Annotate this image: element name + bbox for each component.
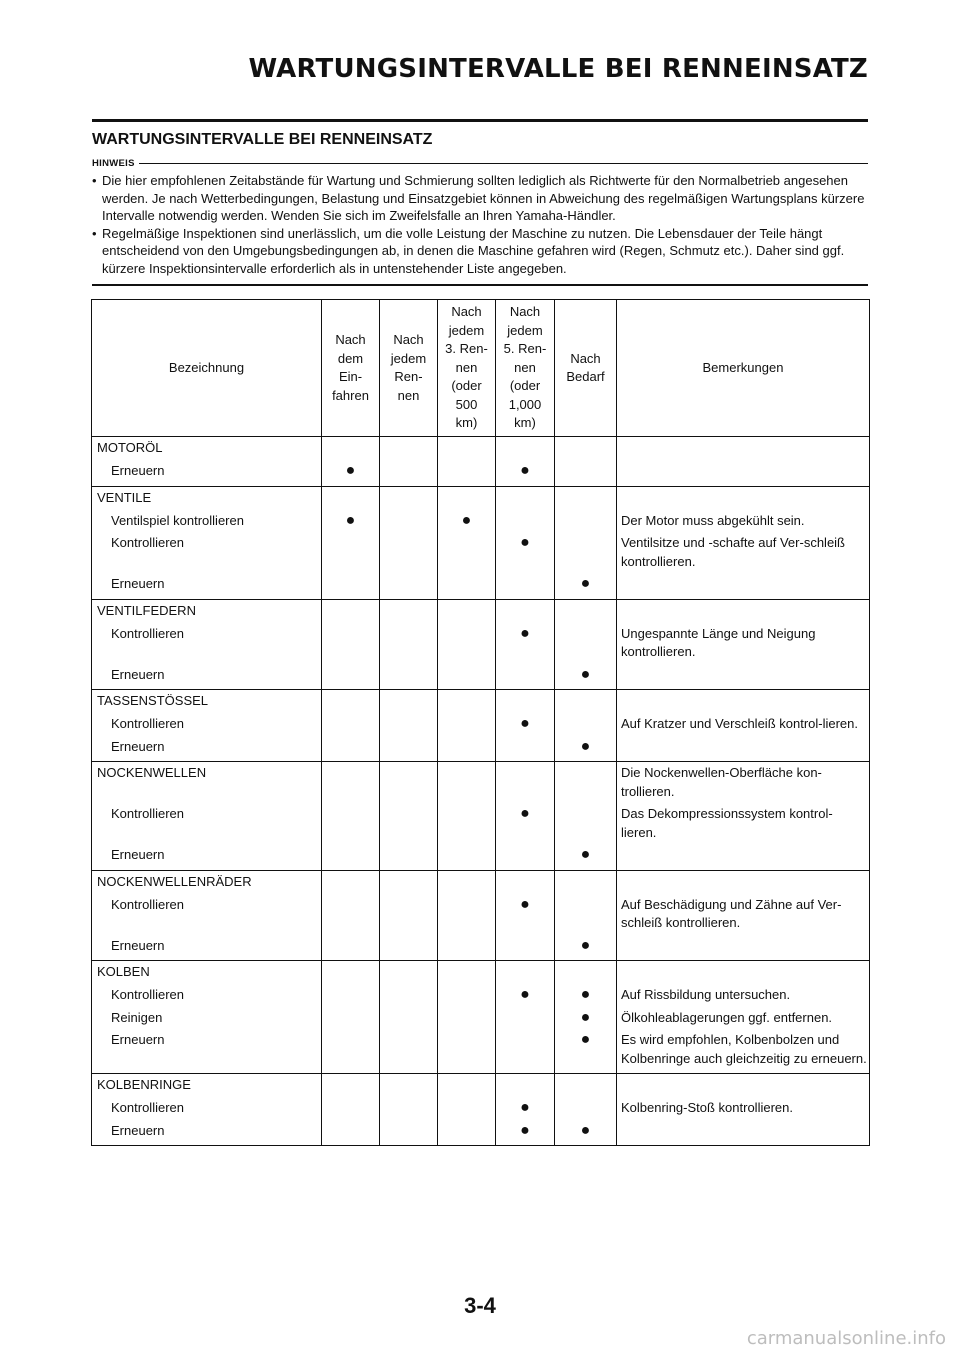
group-remark <box>617 690 870 714</box>
item-remark <box>617 664 870 690</box>
group-remark <box>617 1074 870 1098</box>
item-remark <box>617 1120 870 1146</box>
note-divider <box>139 163 868 164</box>
item-label: Erneuern <box>92 460 322 486</box>
item-label: Kontrollieren <box>92 984 322 1007</box>
empty-cell <box>496 573 555 599</box>
empty-cell <box>555 870 617 894</box>
empty-cell <box>322 762 380 804</box>
empty-cell <box>555 599 617 623</box>
item-label: Reinigen <box>92 1007 322 1030</box>
empty-cell <box>380 984 438 1007</box>
item-label: Erneuern <box>92 844 322 870</box>
table-row <box>92 664 870 690</box>
empty-cell <box>555 1074 617 1098</box>
column-header <box>322 300 380 437</box>
group-remark <box>617 599 870 623</box>
group-header-row <box>92 599 870 623</box>
empty-cell <box>496 844 555 870</box>
interval-dot-mark: ● <box>555 1120 617 1146</box>
empty-cell <box>438 1120 496 1146</box>
empty-cell <box>496 690 555 714</box>
empty-cell <box>380 437 438 461</box>
empty-cell <box>438 664 496 690</box>
empty-cell <box>555 460 617 486</box>
table-group <box>92 961 870 1074</box>
item-label: Kontrollieren <box>92 623 322 664</box>
empty-cell <box>438 762 496 804</box>
item-remark: Der Motor muss abgekühlt sein. <box>617 510 870 533</box>
interval-dot-mark: ● <box>555 1029 617 1074</box>
column-header-label: Nach jedem 3. Ren- nen (oder 500 km) <box>445 304 488 431</box>
empty-cell <box>322 1120 380 1146</box>
empty-cell <box>438 486 496 510</box>
table-row <box>92 736 870 762</box>
empty-cell <box>380 961 438 985</box>
empty-cell <box>322 532 380 573</box>
empty-cell <box>322 1029 380 1074</box>
watermark: carmanualsonline.info <box>746 1328 946 1349</box>
table-header-row <box>92 300 870 437</box>
group-name: TASSENSTÖSSEL <box>92 690 322 714</box>
empty-cell <box>438 844 496 870</box>
interval-dot-mark: ● <box>496 1120 555 1146</box>
empty-cell <box>555 690 617 714</box>
empty-cell <box>438 437 496 461</box>
group-header-row <box>92 961 870 985</box>
interval-dot-mark: ● <box>496 984 555 1007</box>
interval-dot-mark: ● <box>496 894 555 935</box>
header-rule <box>92 119 868 122</box>
group-remark <box>617 961 870 985</box>
table-row <box>92 935 870 961</box>
item-remark: Auf Beschädigung und Zähne auf Ver-schleiß kontrollieren. <box>617 894 870 935</box>
empty-cell <box>438 599 496 623</box>
item-label: Kontrollieren <box>92 532 322 573</box>
empty-cell <box>322 623 380 664</box>
empty-cell <box>496 664 555 690</box>
page-number: 3-4 <box>464 1293 496 1318</box>
empty-cell <box>380 1007 438 1030</box>
empty-cell <box>555 532 617 573</box>
column-header-label: Nach Bedarf <box>566 350 605 384</box>
interval-dot-mark: ● <box>496 460 555 486</box>
item-label: Erneuern <box>92 573 322 599</box>
column-header <box>92 300 322 437</box>
item-remark <box>617 844 870 870</box>
empty-cell <box>322 690 380 714</box>
item-label: Kontrollieren <box>92 803 322 844</box>
column-header-label: Bemerkungen <box>702 359 784 375</box>
empty-cell <box>438 984 496 1007</box>
table-row <box>92 623 870 664</box>
empty-cell <box>380 599 438 623</box>
empty-cell <box>438 1074 496 1098</box>
table-group <box>92 762 870 871</box>
group-name: NOCKENWELLEN <box>92 762 322 804</box>
empty-cell <box>555 510 617 533</box>
interval-dot-mark: ● <box>496 1097 555 1120</box>
empty-cell <box>380 532 438 573</box>
table-row <box>92 1007 870 1030</box>
empty-cell <box>380 460 438 486</box>
table-row <box>92 844 870 870</box>
item-remark <box>617 573 870 599</box>
empty-cell <box>496 599 555 623</box>
item-remark: Ungespannte Länge und Neigung kontrollieren. <box>617 623 870 664</box>
table-group <box>92 1074 870 1146</box>
empty-cell <box>322 1074 380 1098</box>
group-name: KOLBENRINGE <box>92 1074 322 1098</box>
empty-cell <box>496 1074 555 1098</box>
item-label: Erneuern <box>92 1029 322 1074</box>
maintenance-schedule-table <box>91 299 870 1146</box>
empty-cell <box>322 1097 380 1120</box>
empty-cell <box>380 664 438 690</box>
empty-cell <box>438 573 496 599</box>
empty-cell <box>322 894 380 935</box>
empty-cell <box>438 870 496 894</box>
empty-cell <box>322 664 380 690</box>
empty-cell <box>322 803 380 844</box>
column-header <box>617 300 870 437</box>
interval-dot-mark: ● <box>322 460 380 486</box>
column-header-label: Bezeichnung <box>168 359 245 375</box>
column-header <box>380 300 438 437</box>
column-header <box>555 300 617 437</box>
empty-cell <box>380 736 438 762</box>
table-row <box>92 984 870 1007</box>
empty-cell <box>496 870 555 894</box>
group-remark <box>617 486 870 510</box>
table-group <box>92 486 870 599</box>
group-header-row <box>92 690 870 714</box>
empty-cell <box>322 935 380 961</box>
section-title: WARTUNGSINTERVALLE BEI RENNEINSATZ <box>92 131 433 148</box>
item-remark: Ölkohleablagerungen ggf. entfernen. <box>617 1007 870 1030</box>
empty-cell <box>438 690 496 714</box>
item-remark: Es wird empfohlen, Kolbenbolzen und Kolbenringe auch gleichzeitig zu erneuern. <box>617 1029 870 1074</box>
group-remark <box>617 870 870 894</box>
column-header-label: Nach dem Ein- fahren <box>332 332 369 403</box>
empty-cell <box>555 961 617 985</box>
group-header-row <box>92 486 870 510</box>
table-row <box>92 573 870 599</box>
column-header <box>496 300 555 437</box>
group-name: VENTILFEDERN <box>92 599 322 623</box>
item-remark: Das Dekompressionssystem kontrol-lieren. <box>617 803 870 844</box>
interval-dot-mark: ● <box>438 510 496 533</box>
empty-cell <box>438 532 496 573</box>
item-label: Erneuern <box>92 736 322 762</box>
interval-dot-mark: ● <box>555 736 617 762</box>
interval-dot-mark: ● <box>555 1007 617 1030</box>
item-label: Ventilspiel kontrollieren <box>92 510 322 533</box>
empty-cell <box>380 623 438 664</box>
empty-cell <box>380 1097 438 1120</box>
table-row <box>92 460 870 486</box>
table-group <box>92 870 870 961</box>
empty-cell <box>322 437 380 461</box>
table-row <box>92 713 870 736</box>
empty-cell <box>496 762 555 804</box>
interval-dot-mark: ● <box>322 510 380 533</box>
table-group <box>92 437 870 487</box>
group-header-row <box>92 870 870 894</box>
item-remark: Kolbenring-Stoß kontrollieren. <box>617 1097 870 1120</box>
empty-cell <box>555 762 617 804</box>
column-header-label: Nach jedem 5. Ren- nen (oder 1,000 km) <box>503 304 547 431</box>
empty-cell <box>322 599 380 623</box>
empty-cell <box>438 1097 496 1120</box>
empty-cell <box>555 713 617 736</box>
empty-cell <box>380 803 438 844</box>
empty-cell <box>322 486 380 510</box>
table-row <box>92 532 870 573</box>
empty-cell <box>496 736 555 762</box>
empty-cell <box>322 844 380 870</box>
item-label: Erneuern <box>92 1120 322 1146</box>
empty-cell <box>438 713 496 736</box>
table-row <box>92 1097 870 1120</box>
note-list <box>92 172 868 277</box>
column-header <box>438 300 496 437</box>
item-remark <box>617 736 870 762</box>
empty-cell <box>380 762 438 804</box>
empty-cell <box>380 935 438 961</box>
empty-cell <box>438 961 496 985</box>
table-group <box>92 599 870 690</box>
empty-cell <box>380 510 438 533</box>
group-remark: Die Nockenwellen-Oberfläche kon-trollieren. <box>617 762 870 804</box>
item-remark <box>617 460 870 486</box>
group-header-row <box>92 762 870 804</box>
empty-cell <box>555 1097 617 1120</box>
item-label: Kontrollieren <box>92 894 322 935</box>
empty-cell <box>438 460 496 486</box>
column-header-label: Nach jedem Ren- nen <box>390 332 427 403</box>
interval-dot-mark: ● <box>555 984 617 1007</box>
empty-cell <box>496 437 555 461</box>
interval-dot-mark: ● <box>496 803 555 844</box>
empty-cell <box>496 935 555 961</box>
empty-cell <box>496 961 555 985</box>
item-remark: Auf Kratzer und Verschleiß kontrol-lieren. <box>617 713 870 736</box>
empty-cell <box>438 1029 496 1074</box>
empty-cell <box>322 1007 380 1030</box>
group-name: KOLBEN <box>92 961 322 985</box>
empty-cell <box>380 1029 438 1074</box>
interval-dot-mark: ● <box>555 935 617 961</box>
item-remark: Auf Rissbildung untersuchen. <box>617 984 870 1007</box>
interval-dot-mark: ● <box>496 713 555 736</box>
empty-cell <box>555 623 617 664</box>
group-header-row <box>92 437 870 461</box>
table-row <box>92 510 870 533</box>
interval-dot-mark: ● <box>496 623 555 664</box>
empty-cell <box>438 935 496 961</box>
interval-dot-mark: ● <box>496 532 555 573</box>
empty-cell <box>380 486 438 510</box>
table-row <box>92 1029 870 1074</box>
interval-dot-mark: ● <box>555 664 617 690</box>
empty-cell <box>555 894 617 935</box>
item-label: Kontrollieren <box>92 1097 322 1120</box>
empty-cell <box>322 984 380 1007</box>
empty-cell <box>322 713 380 736</box>
empty-cell <box>380 573 438 599</box>
table-row <box>92 1120 870 1146</box>
note-end-rule <box>92 284 868 286</box>
interval-dot-mark: ● <box>555 573 617 599</box>
empty-cell <box>380 713 438 736</box>
group-remark <box>617 437 870 461</box>
empty-cell <box>496 510 555 533</box>
item-label: Kontrollieren <box>92 713 322 736</box>
empty-cell <box>380 690 438 714</box>
empty-cell <box>496 1029 555 1074</box>
item-remark: Ventilsitze und -schafte auf Ver-schleiß kontrollieren. <box>617 532 870 573</box>
empty-cell <box>438 736 496 762</box>
empty-cell <box>496 486 555 510</box>
group-name: VENTILE <box>92 486 322 510</box>
group-name: MOTORÖL <box>92 437 322 461</box>
item-label: Erneuern <box>92 664 322 690</box>
table-row <box>92 894 870 935</box>
empty-cell <box>438 803 496 844</box>
note-block <box>92 158 868 277</box>
empty-cell <box>380 844 438 870</box>
empty-cell <box>555 803 617 844</box>
empty-cell <box>555 486 617 510</box>
empty-cell <box>438 623 496 664</box>
item-label: Erneuern <box>92 935 322 961</box>
empty-cell <box>438 894 496 935</box>
group-name: NOCKENWELLENRÄDER <box>92 870 322 894</box>
group-header-row <box>92 1074 870 1098</box>
table-row <box>92 803 870 844</box>
empty-cell <box>380 870 438 894</box>
empty-cell <box>380 1120 438 1146</box>
empty-cell <box>322 870 380 894</box>
empty-cell <box>496 1007 555 1030</box>
interval-dot-mark: ● <box>555 844 617 870</box>
table-group <box>92 690 870 762</box>
empty-cell <box>380 1074 438 1098</box>
empty-cell <box>322 736 380 762</box>
page-header-title: WARTUNGSINTERVALLE BEI RENNEINSATZ <box>248 54 868 84</box>
empty-cell <box>322 961 380 985</box>
note-item: • Die hier empfohlenen Zeitabstände für Wartung und Schmierung sollten lediglich als Richtwerte für den Normalbetrieb angesehen werden. Je nach Wetterbedingungen, Belastung und Einsatzgebiet können in Abweichung des regelmäßigen Wartungsplans kürzere Intervalle notwendig werden. Wenden Sie sich im Zweifelsfalle an Ihren Yamaha-Händler. <box>92 172 868 225</box>
empty-cell <box>322 573 380 599</box>
empty-cell <box>555 437 617 461</box>
empty-cell <box>380 894 438 935</box>
note-item: • Regelmäßige Inspektionen sind unerlässlich, um die volle Leistung der Maschine zu nutzen. Die Lebensdauer der Teile hängt entscheidend von den Umgebungsbedingungen ab, in denen die Maschine gefahren wird (Regen, Schmutz etc.). Daher sind ggf. kürzere Inspektionsintervalle erforderlich als in untenstehender Liste angegeben. <box>92 225 868 278</box>
note-label: HINWEIS <box>92 158 135 169</box>
item-remark <box>617 935 870 961</box>
empty-cell <box>438 1007 496 1030</box>
